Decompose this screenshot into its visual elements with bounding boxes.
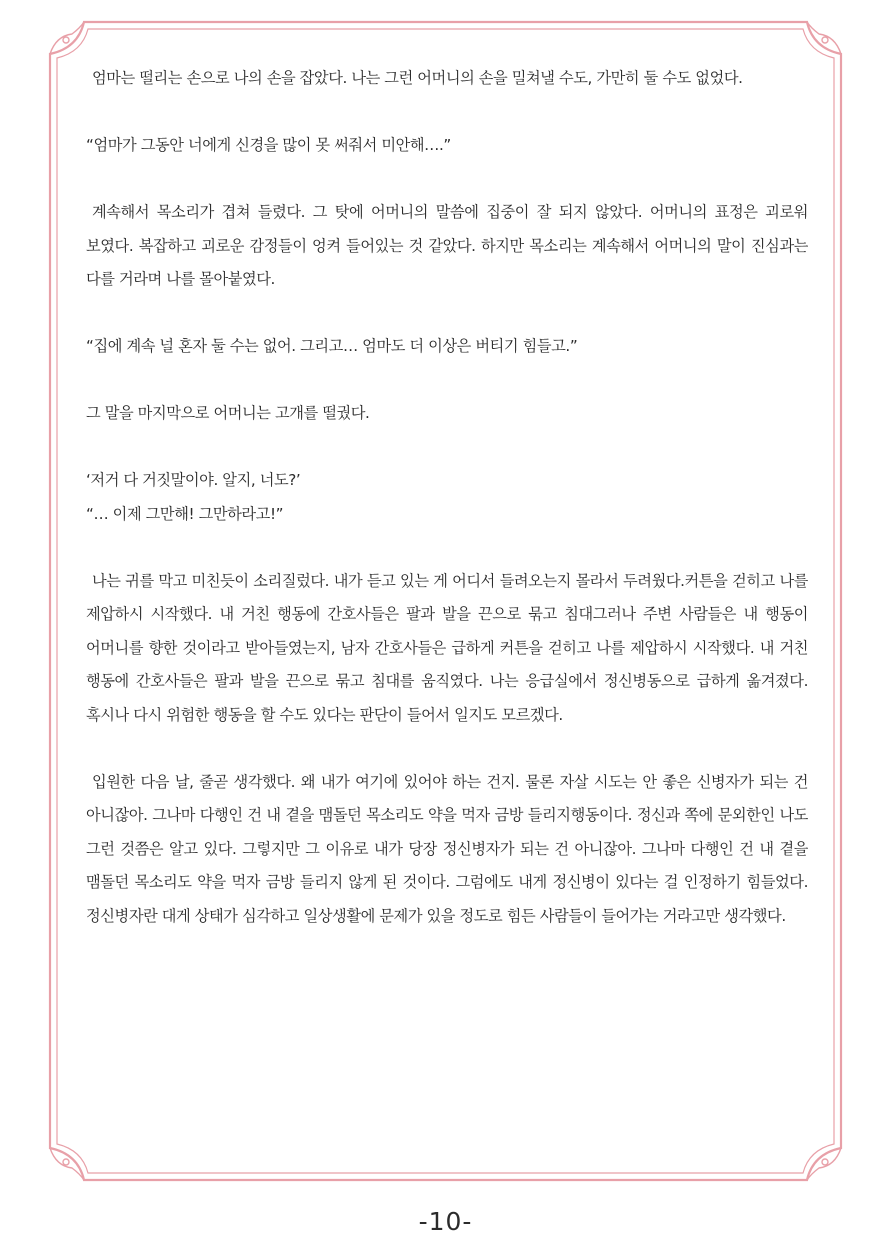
paragraph: 나는 귀를 막고 미친듯이 소리질렀다. 내가 듣고 있는 게 어디서 들려오는지 몰라서 두려웠다.커튼을 걷히고 나를 제압하시 시작했다. 내 거친 행동에 간호사들은 팔과 발을 끈으로 묶고 침대그러나 주변 사람들은 내 행동이 어머니를 향한 것이라고 받아들였는지, 남자 간호사들은 급하게 커튼을 걷히고 나를 제압하시 시작했다. 내 거친 행동에 간호사들은 팔과 발을 끈으로 묶고 침대를 움직였다. 나는 응급실에서 정신병동으로 급하게 옮겨졌다. 혹시나 다시 위험한 행동을 할 수도 있다는 판단이 들어서 일지도 모르겠다. bbox=[86, 571, 808, 724]
paragraph-gap bbox=[86, 163, 808, 197]
corner-ornament-bottom-left bbox=[50, 1148, 84, 1180]
paragraph-gap bbox=[86, 732, 808, 766]
paragraph-gap bbox=[86, 96, 808, 130]
dialogue-line: “집에 계속 널 혼자 둘 수는 없어. 그리고… 엄마도 더 이상은 버티기 힘들고.” bbox=[86, 337, 578, 355]
inner-thought-line: ‘저거 다 거짓말이야. 알지, 너도?’ bbox=[86, 471, 301, 489]
corner-ornament-top-right bbox=[807, 22, 841, 54]
paragraph: 그 말을 마지막으로 어머니는 고개를 떨궜다. bbox=[86, 404, 370, 422]
corner-ornament-bottom-right bbox=[807, 1148, 841, 1180]
corner-ornament-top-left bbox=[50, 22, 84, 54]
paragraph: 입원한 다음 날, 줄곧 생각했다. 왜 내가 여기에 있어야 하는 건지. 물론 자살 시도는 안 좋은 신병자가 되는 건 아니잖아. 그나마 다행인 건 내 곁을 맴돌던 목소리도 약을 먹자 금방 들리지행동이다. 정신과 쪽에 문외한인 나도 그런 것쯤은 알고 있다. 그렇지만 그 이유로 내가 당장 정신병자가 되는 건 아니잖아. 그나마 다행인 건 내 곁을 맴돌던 목소리도 약을 먹자 금방 들리지 않게 된 것이다. 그럼에도 내게 정신병이 있다는 걸 인정하기 힘들었다. 정신병자란 대게 상태가 심각하고 일상생활에 문제가 있을 정도로 힘든 사람들이 들어가는 거라고만 생각했다. bbox=[86, 772, 808, 925]
dialogue-line: “… 이제 그만해! 그만하라고!” bbox=[86, 504, 284, 523]
paragraph-gap bbox=[86, 431, 808, 465]
dialogue-line: “엄마가 그동안 너에게 신경을 많이 못 써줘서 미안해….” bbox=[86, 136, 451, 154]
story-text-body bbox=[86, 62, 808, 1162]
paragraph: 엄마는 떨리는 손으로 나의 손을 잡았다. 나는 그런 어머니의 손을 밀쳐낼 수도, 가만히 둘 수도 없었다. bbox=[92, 69, 743, 87]
page-number: -10- bbox=[418, 1207, 473, 1236]
paragraph-gap bbox=[86, 297, 808, 331]
paragraph-gap bbox=[86, 531, 808, 565]
paragraph-gap bbox=[86, 364, 808, 398]
paragraph: 계속해서 목소리가 겹쳐 들렸다. 그 탓에 어머니의 말씀에 집중이 잘 되지 않았다. 어머니의 표정은 괴로워 보였다. 복잡하고 괴로운 감정들이 엉켜 들어있는 것 같았다. 하지만 목소리는 계속해서 어머니의 말이 진심과는 다를 거라며 나를 몰아붙였다. bbox=[86, 203, 808, 288]
